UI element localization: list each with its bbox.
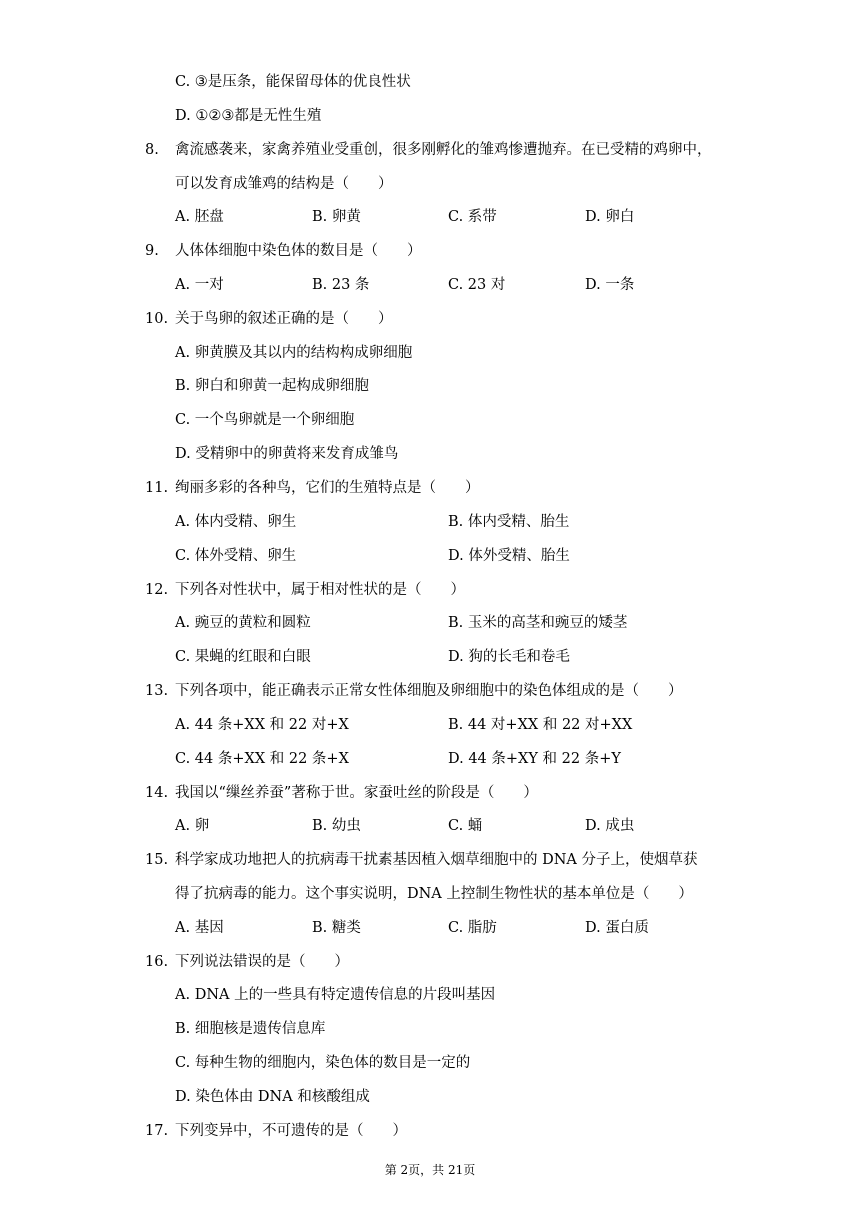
option-b: B. 幼虫 [312,818,361,834]
option-d: D. 卵白 [585,209,635,225]
option-c: C. 脂肪 [448,920,497,936]
question-number: 14. [145,785,169,801]
option-a: A. 体内受精、卵生 [175,514,297,530]
option-a: A. 一对 [175,277,224,293]
question-stem: 人体体细胞中染色体的数目是（ ） [175,243,422,259]
option-c: C. 蛹 [448,818,483,834]
option-c: C. 体外受精、卵生 [175,548,297,564]
question-stem: 下列各项中，能正确表示正常女性体细胞及卵细胞中的染色体组成的是（ ） [175,683,683,699]
option-b: B. 23 条 [312,277,370,293]
option-d-prev: D. ①②③都是无性生殖 [175,108,322,124]
option-a: A. DNA 上的一些具有特定遗传信息的片段叫基因 [175,987,496,1003]
question-stem: 科学家成功地把人的抗病毒干扰素基因植入烟草细胞中的 DNA 分子上，使烟草获 [175,852,698,868]
question-number: 11. [145,480,169,496]
option-c: C. 23 对 [448,277,506,293]
option-d: D. 狗的长毛和卷毛 [448,649,570,665]
question-number: 13. [145,683,169,699]
question-stem: 绚丽多彩的各种鸟，它们的生殖特点是（ ） [175,480,480,496]
option-d: D. 体外受精、胎生 [448,548,570,564]
option-d: D. 受精卵中的卵黄将来发育成雏鸟 [175,446,399,462]
option-d: D. 44 条+XY 和 22 条+Y [448,751,621,767]
option-a: A. 胚盘 [175,209,224,225]
option-b: B. 卵黄 [312,209,361,225]
option-c-prev: C. ③是压条，能保留母体的优良性状 [175,74,411,90]
question-stem: 我国以“缫丝养蚕”著称于世。家蚕吐丝的阶段是（ ） [175,785,538,801]
option-a: A. 卵 [175,818,210,834]
option-d: D. 一条 [585,277,635,293]
option-b: B. 44 对+XX 和 22 对+XX [448,717,633,733]
option-c: C. 系带 [448,209,497,225]
option-b: B. 糖类 [312,920,361,936]
option-c: C. 果蝇的红眼和白眼 [175,649,311,665]
option-b: B. 体内受精、胎生 [448,514,570,530]
question-number: 16. [145,954,169,970]
option-c: C. 44 条+XX 和 22 条+X [175,751,349,767]
question-stem: 禽流感袭来，家禽养殖业受重创，很多刚孵化的雏鸡惨遭抛弃。在已受精的鸡卵中， [175,142,712,158]
option-d: D. 成虫 [585,818,635,834]
question-stem: 下列说法错误的是（ ） [175,954,349,970]
option-a: A. 卵黄膜及其以内的结构构成卵细胞 [175,345,413,361]
question-number: 9. [145,243,159,259]
question-number: 12. [145,582,169,598]
option-d: D. 蛋白质 [585,920,649,936]
question-stem: 下列变异中，不可遗传的是（ ） [175,1123,407,1139]
question-number: 15. [145,852,169,868]
option-b: B. 玉米的高茎和豌豆的矮茎 [448,615,628,631]
question-stem: 可以发育成雏鸡的结构是（ ） [175,176,393,192]
option-a: A. 豌豆的黄粒和圆粒 [175,615,311,631]
page-footer: 第 2页，共 21页 [384,1163,476,1177]
option-d: D. 染色体由 DNA 和核酸组成 [175,1089,370,1105]
question-stem: 得了抗病毒的能力。这个事实说明，DNA 上控制生物性状的基本单位是（ ） [175,886,693,902]
question-stem: 下列各对性状中，属于相对性状的是（ ） [175,582,465,598]
question-number: 8. [145,142,159,158]
option-b: B. 细胞核是遗传信息库 [175,1021,326,1037]
option-a: A. 基因 [175,920,224,936]
option-c: C. 一个鸟卵就是一个卵细胞 [175,412,355,428]
question-stem: 关于鸟卵的叙述正确的是（ ） [175,311,393,327]
option-a: A. 44 条+XX 和 22 对+X [175,717,349,733]
option-b: B. 卵白和卵黄一起构成卵细胞 [175,378,369,394]
question-number: 10. [145,311,169,327]
option-c: C. 每种生物的细胞内，染色体的数目是一定的 [175,1055,471,1071]
question-number: 17. [145,1123,169,1139]
